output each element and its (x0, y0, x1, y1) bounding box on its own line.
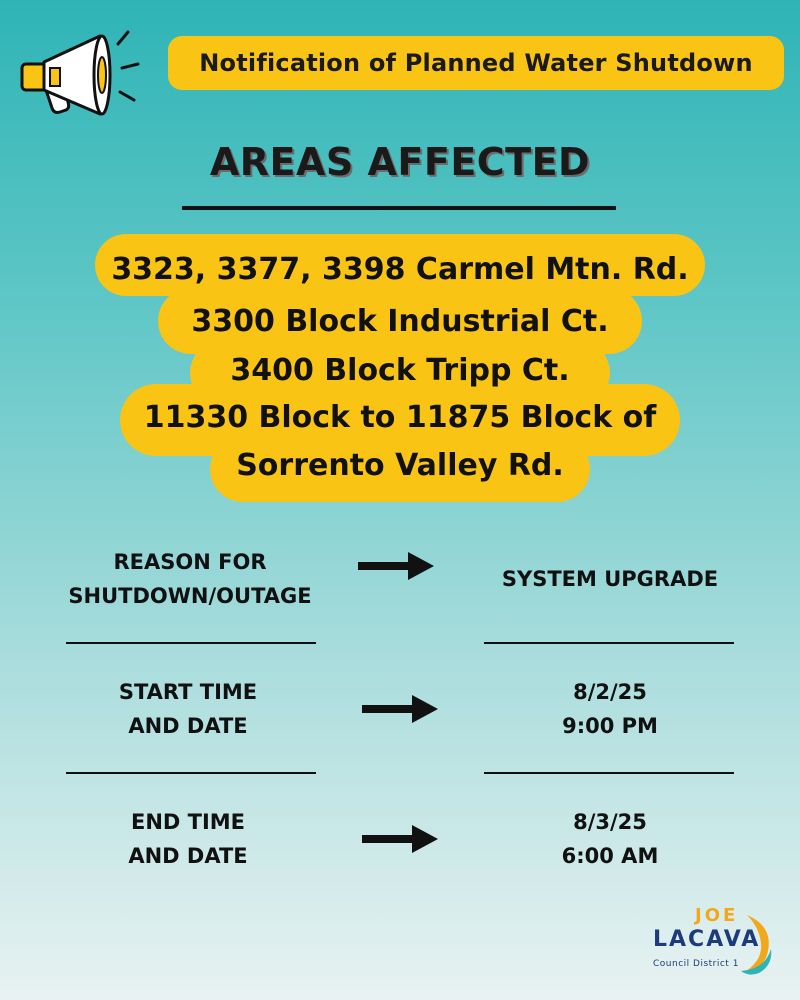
divider (66, 642, 316, 644)
notification-title: Notification of Planned Water Shutdown (168, 36, 784, 90)
address-line: 3323, 3377, 3398 Carmel Mtn. Rd. (111, 252, 689, 287)
arrow-right-icon (362, 825, 438, 853)
address-line: 3300 Block Industrial Ct. (191, 304, 609, 339)
divider (484, 642, 734, 644)
reason-label: REASON FOR SHUTDOWN/OUTAGE (68, 550, 312, 608)
start-value: 8/2/25 9:00 PM (562, 680, 658, 738)
logo-swoosh-icon (737, 913, 777, 975)
address-line: 3400 Block Tripp Ct. (230, 353, 570, 388)
logo-first-name: JOE (695, 905, 739, 926)
arrow-right-icon (358, 552, 434, 580)
reason-value: SYSTEM UPGRADE (501, 567, 719, 591)
logo-last-name: LACAVA (653, 927, 761, 952)
divider (484, 772, 734, 774)
end-value: 8/3/25 6:00 AM (561, 810, 659, 868)
arrow-right-icon (362, 695, 438, 723)
areas-affected-heading: AREAS AFFECTED (209, 140, 591, 184)
end-label: END TIME AND DATE (128, 810, 248, 868)
council-logo (645, 905, 785, 985)
address-line: 11330 Block to 11875 Block of (143, 400, 657, 435)
address-line: Sorrento Valley Rd. (236, 448, 564, 483)
start-label: START TIME AND DATE (118, 680, 258, 738)
divider (66, 772, 316, 774)
logo-subtitle: Council District 1 (653, 959, 739, 969)
